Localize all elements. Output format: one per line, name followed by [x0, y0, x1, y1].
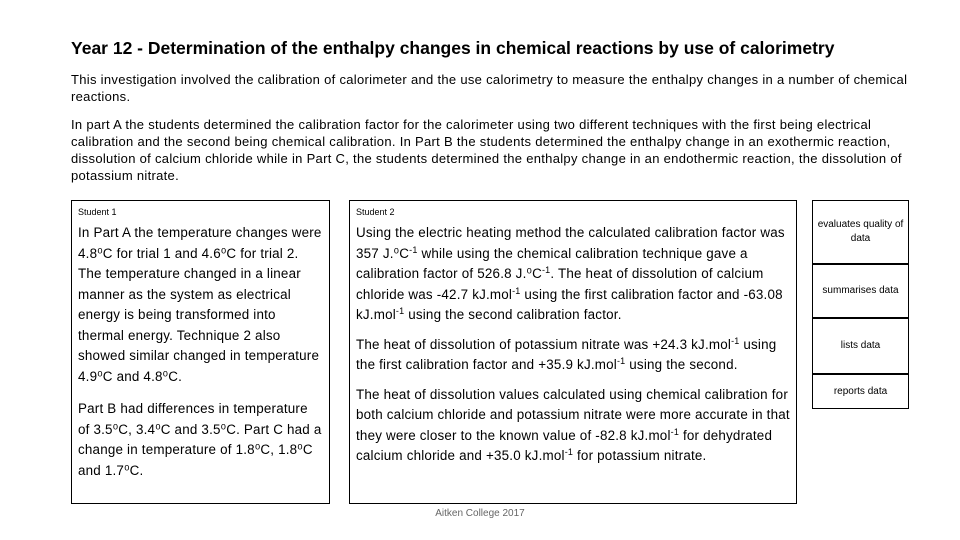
student-2-paragraph-2: [356, 335, 790, 376]
text-run: using the second calibration factor.: [404, 307, 622, 322]
superscript: -1: [541, 265, 551, 275]
superscript: -1: [670, 426, 680, 437]
superscript: -1: [512, 285, 521, 296]
student-1-paragraph-1: In Part A the temperature changes were 4.8⁰C for trial 1 and 4.6⁰C for trial 2. The temperature changed in a linear manner as the system as electrical energy is being transformed into thermal energy. Technique 2 also showed similar changed in temperature 4.9⁰C and 4.8⁰C.: [78, 225, 322, 384]
intro-paragraph-1: This investigation involved the calibration of calorimeter and the use calorimetry to measure the enthalpy changes in a number of chemical reactions.: [71, 72, 908, 104]
superscript: -1: [731, 335, 740, 346]
intro-paragraph-2: In part A the students determined the calibration factor for the calorimeter using two different techniques with the first being electrical calibration and the second being chemical calibration. In Part B the students determined the enthalpy change in an exothermic reaction, dissolution of calcium chloride while in Part C, the students determined the enthalpy change in an endothermic reaction, the dissolution of potassium nitrate.: [71, 117, 902, 183]
student-1-box: [71, 200, 330, 504]
text-run: The heat of dissolution of potassium nitrate was +24.3 kJ.mol: [356, 336, 732, 352]
student-2-paragraph-1: [356, 223, 790, 326]
student-1-paragraph-2: Part B had differences in temperature of 3.5⁰C, 3.4⁰C and 3.5⁰C. Part C had a change in temperature of 1.8⁰C, 1.8⁰C and 1.7⁰C.: [78, 401, 322, 478]
tag-lists-data: lists data: [812, 318, 909, 374]
student-1-label: Student 1: [78, 207, 117, 217]
tag-summarises-data: summarises data: [812, 264, 909, 318]
text-run: for potassium nitrate.: [573, 448, 707, 463]
student-2-paragraph-3: [356, 385, 790, 467]
superscript: -1: [564, 447, 574, 457]
text-run: . The heat of dissolution of calcium chloride was -42.7 kJ.mol: [356, 266, 764, 302]
student-2-label: Student 2: [356, 207, 395, 217]
footer-credit: Aitken College 2017: [435, 508, 525, 519]
text-run: while using the chemical calibration technique gave a calibration factor of 526.8 J.⁰C: [356, 245, 748, 281]
text-run: for dehydrated calcium chloride and +35.0 kJ.mol: [356, 427, 773, 463]
superscript: -1: [409, 244, 418, 255]
page-title: Year 12 - Determination of the enthalpy changes in chemical reactions by use of calorimetry: [71, 38, 835, 58]
student-2-box: [349, 200, 797, 504]
text-run: using the first calibration factor and +35.9 kJ.mol: [356, 336, 777, 372]
text-run: using the first calibration factor and -63.08 kJ.mol: [356, 286, 783, 322]
text-run: The heat of dissolution values calculated using chemical calibration for both calcium chloride and potassium nitrate were more accurate in that they were closer to the known value of -82.8 kJ.mol: [356, 386, 790, 443]
superscript: -1: [395, 306, 405, 316]
tag-evaluates-quality: evaluates quality of data: [812, 200, 909, 264]
tag-reports-data: reports data: [812, 374, 909, 409]
text-run: using the second.: [625, 357, 738, 372]
superscript: -1: [616, 356, 626, 366]
text-run: Using the electric heating method the calculated calibration factor was 357 J.⁰C: [356, 225, 785, 261]
